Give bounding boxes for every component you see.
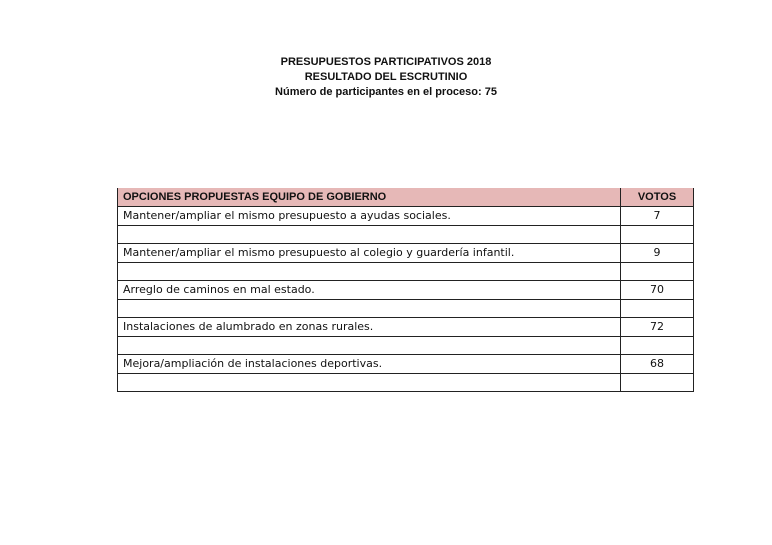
empty-cell [118, 374, 621, 392]
empty-row [118, 300, 694, 318]
participants-line: Número de participantes en el proceso: 75 [275, 86, 497, 98]
option-cell: Mantener/ampliar el mismo presupuesto a ayudas sociales. [118, 207, 621, 226]
empty-row [118, 374, 694, 392]
document-title [0, 55, 772, 100]
votes-cell: 70 [621, 281, 694, 300]
header-votes: VOTOS [621, 188, 694, 207]
option-cell: Mejora/ampliación de instalaciones deportivas. [118, 355, 621, 374]
empty-cell [118, 226, 621, 244]
empty-row [118, 337, 694, 355]
empty-cell [621, 374, 694, 392]
empty-cell [118, 300, 621, 318]
votes-cell: 72 [621, 318, 694, 337]
empty-cell [118, 263, 621, 281]
empty-cell [621, 337, 694, 355]
title-line-1: PRESUPUESTOS PARTICIPATIVOS 2018 [280, 56, 492, 68]
empty-cell [621, 300, 694, 318]
empty-cell [621, 226, 694, 244]
empty-cell [621, 263, 694, 281]
table-row [118, 207, 694, 226]
option-cell: Mantener/ampliar el mismo presupuesto al colegio y guardería infantil. [118, 244, 621, 263]
votes-cell: 7 [621, 207, 694, 226]
table-row [118, 244, 694, 263]
votes-cell: 9 [621, 244, 694, 263]
table-row [118, 281, 694, 300]
results-table [117, 188, 694, 392]
title-line-2: RESULTADO DEL ESCRUTINIO [304, 71, 468, 83]
table-row [118, 318, 694, 337]
header-options: OPCIONES PROPUESTAS EQUIPO DE GOBIERNO [118, 188, 621, 207]
option-cell: Instalaciones de alumbrado en zonas rurales. [118, 318, 621, 337]
empty-row [118, 226, 694, 244]
empty-row [118, 263, 694, 281]
votes-cell: 68 [621, 355, 694, 374]
empty-cell [118, 337, 621, 355]
table-header-row [118, 188, 694, 207]
table-row [118, 355, 694, 374]
option-cell: Arreglo de caminos en mal estado. [118, 281, 621, 300]
